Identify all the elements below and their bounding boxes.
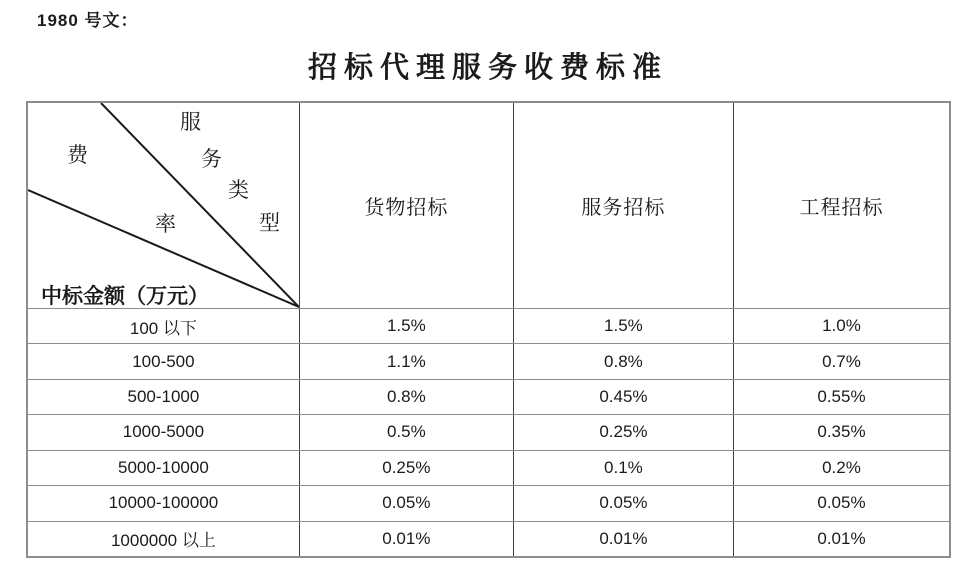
rate-cell: 1.0% bbox=[733, 309, 949, 343]
rate-cell: 0.05% bbox=[733, 486, 949, 520]
amount-range-cell: 10000-100000 bbox=[108, 493, 219, 513]
rate-cell: 0.7% bbox=[733, 344, 949, 378]
rate-cell: 0.8% bbox=[513, 344, 733, 378]
table-row bbox=[28, 450, 949, 485]
table-header-row bbox=[28, 103, 949, 308]
table-row bbox=[28, 414, 949, 449]
table-row bbox=[28, 521, 949, 556]
table-row bbox=[28, 379, 949, 414]
rate-cell: 0.55% bbox=[733, 380, 949, 414]
rate-cell: 1.5% bbox=[299, 309, 513, 343]
corner-header-cell bbox=[28, 103, 299, 308]
document-number-label: 1980 号文： bbox=[37, 11, 139, 30]
amount-range-cell: 500-1000 bbox=[127, 387, 200, 407]
corner-service-type-char: 服 bbox=[180, 110, 201, 134]
amount-range-cell: 5000-10000 bbox=[118, 457, 209, 477]
rate-cell: 0.01% bbox=[513, 522, 733, 556]
rate-cell: 1.1% bbox=[299, 344, 513, 378]
corner-row-axis-label: 中标金额（万元） bbox=[41, 284, 209, 308]
rate-cell: 0.25% bbox=[513, 415, 733, 449]
rate-cell: 0.35% bbox=[733, 415, 949, 449]
column-header-engineering-bidding: 工程招标 bbox=[733, 103, 949, 308]
rate-cell: 0.05% bbox=[513, 486, 733, 520]
amount-range-cell: 100-500 bbox=[132, 351, 195, 371]
amount-range-cell: 1000000 以上 bbox=[110, 531, 216, 551]
rate-cell: 1.5% bbox=[513, 309, 733, 343]
corner-service-type-char: 型 bbox=[259, 211, 280, 235]
rate-cell: 0.8% bbox=[299, 380, 513, 414]
rate-cell: 0.2% bbox=[733, 451, 949, 485]
rate-cell: 0.01% bbox=[733, 522, 949, 556]
page-title: 招标代理服务收费标准 bbox=[307, 52, 668, 84]
table-row bbox=[28, 485, 949, 520]
rate-cell: 0.05% bbox=[299, 486, 513, 520]
corner-service-type-char: 类 bbox=[228, 178, 249, 202]
amount-range-cell: 100 以下 bbox=[129, 318, 197, 338]
table-row bbox=[28, 308, 949, 343]
fee-standard-table bbox=[26, 101, 951, 558]
corner-fee-rate-char: 费 bbox=[67, 143, 88, 167]
column-header-service-bidding: 服务招标 bbox=[513, 103, 733, 308]
amount-range-cell: 1000-5000 bbox=[122, 422, 205, 442]
rate-cell: 0.5% bbox=[299, 415, 513, 449]
diagonal-divider-lines bbox=[28, 103, 299, 308]
corner-service-type-char: 务 bbox=[201, 147, 222, 171]
rate-cell: 0.1% bbox=[513, 451, 733, 485]
corner-fee-rate-char: 率 bbox=[155, 212, 176, 236]
rate-cell: 0.01% bbox=[299, 522, 513, 556]
column-header-goods-bidding: 货物招标 bbox=[299, 103, 513, 308]
rate-cell: 0.45% bbox=[513, 380, 733, 414]
table-row bbox=[28, 343, 949, 378]
rate-cell: 0.25% bbox=[299, 451, 513, 485]
